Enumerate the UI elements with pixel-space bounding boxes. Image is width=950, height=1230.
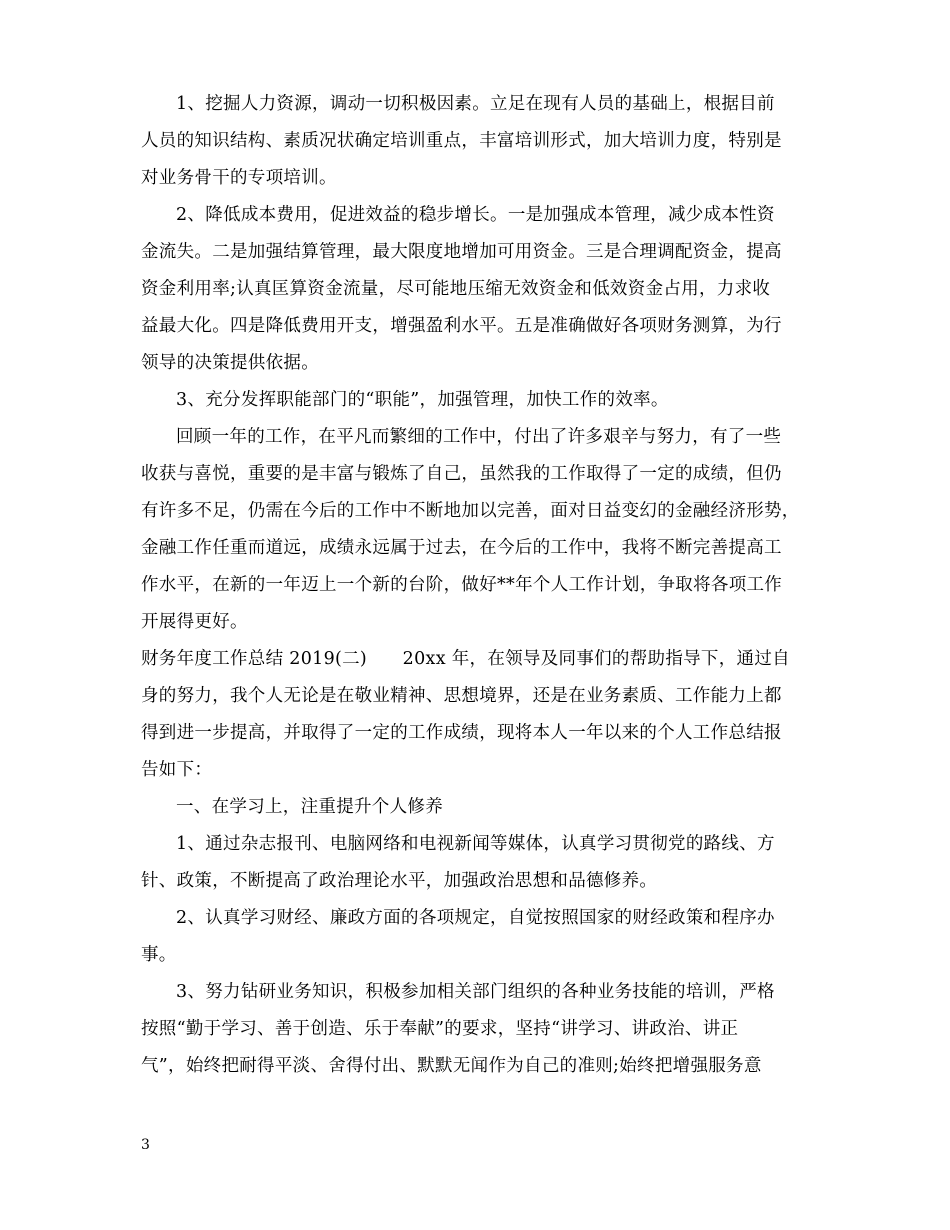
text-line: 告如下： (141, 760, 213, 780)
text-line: 1、通过杂志报刊、电脑网络和电视新闻等媒体，认真学习贯彻党的路线、方 (176, 834, 775, 854)
text-line: 按照“勤于学习、善于创造、乐于奉献”的要求，坚持“讲学习、讲政治、讲正 (141, 1019, 739, 1039)
text-line: 金流失。二是加强结算管理，最大限度地增加可用资金。三是合理调配资金，提高 (141, 242, 782, 262)
section-heading-line: 财务年度工作总结 2019(二) 20xx 年，在领导及同事们的帮助指导下，通过自 (141, 649, 790, 669)
text-line: 身的努力，我个人无论是在敬业精神、思想境界，还是在业务素质、工作能力上都 (141, 686, 782, 706)
text-line: 对业务骨干的专项培训。 (141, 168, 337, 188)
text-line: 收获与喜悦，重要的是丰富与锻炼了自己，虽然我的工作取得了一定的成绩，但仍 (141, 464, 782, 484)
text-line: 1、挖掘人力资源，调动一切积极因素。立足在现有人员的基础上，根据目前 (176, 94, 775, 114)
text-line: 资金利用率;认真匡算资金流量，尽可能地压缩无效资金和低效资金占用，力求收 (141, 279, 771, 299)
text-line: 得到进一步提高，并取得了一定的工作成绩，现将本人一年以来的个人工作总结报 (141, 723, 782, 743)
text-line: 2、认真学习财经、廉政方面的各项规定，自觉按照国家的财经政策和程序办 (176, 908, 775, 928)
text-line: 人员的知识结构、素质况状确定培训重点，丰富培训形式，加大培训力度，特别是 (141, 131, 782, 151)
text-line: 领导的决策提供依据。 (141, 353, 319, 373)
text-line: 2、降低成本费用，促进效益的稳步增长。一是加强成本管理，减少成本性资 (176, 205, 775, 225)
text-line: 针、政策，不断提高了政治理论水平，加强政治思想和品德修养。 (141, 871, 658, 891)
text-line: 有许多不足，仍需在今后的工作中不断地加以完善，面对日益变幻的金融经济形势， (141, 501, 800, 521)
page-number: 3 (141, 1137, 150, 1153)
text-line: 作水平，在新的一年迈上一个新的台阶，做好**年个人工作计划，争取将各项工作 (141, 575, 783, 595)
text-line: 金融工作任重而道远，成绩永远属于过去，在今后的工作中，我将不断完善提高工 (141, 538, 782, 558)
text-line: 开展得更好。 (141, 612, 248, 632)
text-line: 事。 (141, 945, 177, 965)
text-line: 气”，始终把耐得平淡、舍得付出、默默无闻作为自己的准则;始终把增强服务意 (141, 1056, 762, 1076)
text-line: 益最大化。四是降低费用开支，增强盈利水平。五是准确做好各项财务测算，为行 (141, 316, 782, 336)
text-line: 3、充分发挥职能部门的“职能”，加强管理，加快工作的效率。 (176, 390, 669, 410)
subheading-line: 一、在学习上，注重提升个人修养 (176, 797, 443, 817)
text-line: 回顾一年的工作，在平凡而繁细的工作中，付出了许多艰辛与努力，有了一些 (176, 427, 782, 447)
text-line: 3、努力钻研业务知识，积极参加相关部门组织的各种业务技能的培训，严格 (176, 982, 775, 1002)
